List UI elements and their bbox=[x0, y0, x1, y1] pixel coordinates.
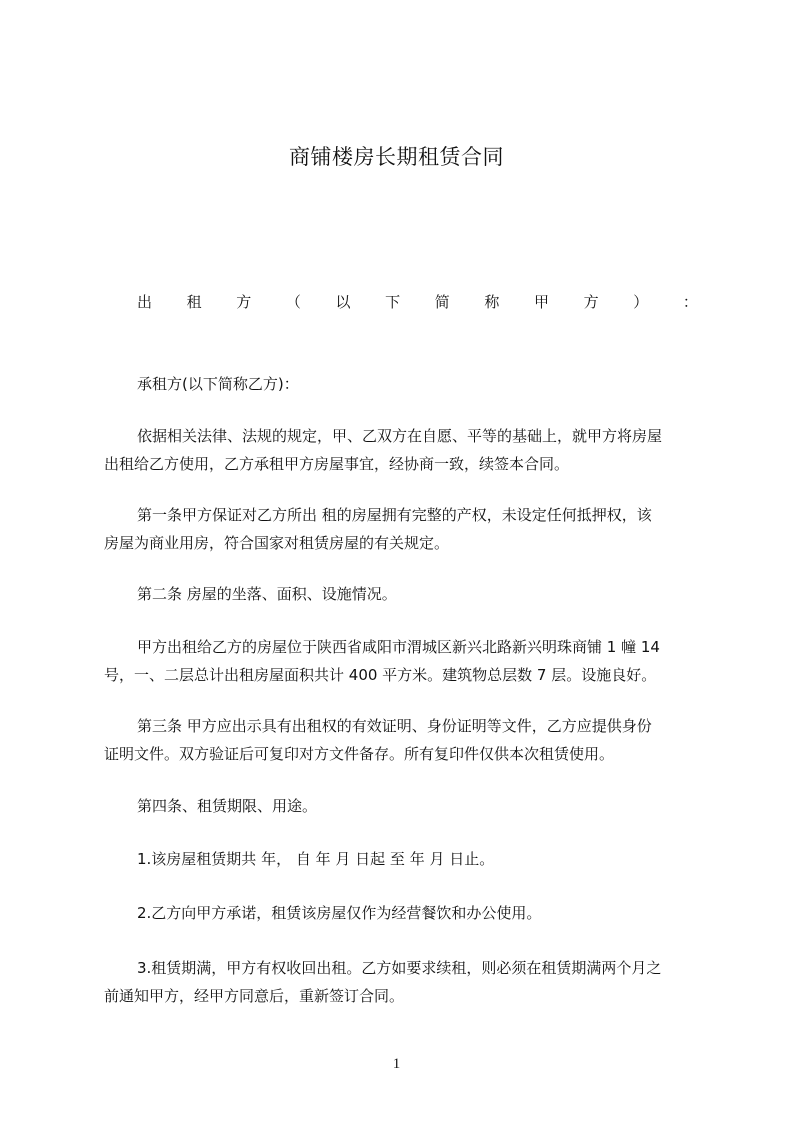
lessor-char: 方 bbox=[583, 293, 599, 311]
lessor-char: 租 bbox=[186, 293, 202, 311]
lessor-line bbox=[137, 290, 698, 314]
article-3-line-1: 第三条 甲方应出示具有出租权的有效证明、身份证明等文件，乙方应提供身份 bbox=[137, 717, 652, 735]
article-4-item-2-text: 2.乙方向甲方承诺，租赁该房屋仅作为经营餐饮和办公使用。 bbox=[137, 904, 542, 922]
lessor-char: 出 bbox=[137, 293, 153, 311]
intro-paragraph bbox=[104, 422, 705, 478]
article-2-heading-text: 第二条 房屋的坐落、面积、设施情况。 bbox=[137, 585, 397, 603]
lessee-line bbox=[104, 370, 705, 398]
article-1-paragraph bbox=[104, 501, 705, 557]
lessor-char: （ bbox=[285, 293, 301, 311]
article-2-heading bbox=[104, 580, 705, 608]
article-4-item-3-line-2: 前通知甲方，经甲方同意后，重新签订合同。 bbox=[104, 987, 405, 1005]
lessor-char: ） bbox=[633, 293, 649, 311]
article-2-line-1: 甲方出租给乙方的房屋位于陕西省咸阳市渭城区新兴北路新兴明珠商铺 1 幢 14 bbox=[137, 638, 660, 656]
lessor-char: 简 bbox=[434, 293, 450, 311]
article-4-heading-text: 第四条、租赁期限、用途。 bbox=[137, 797, 318, 815]
article-2-body bbox=[104, 633, 705, 689]
article-3-paragraph bbox=[104, 712, 705, 768]
lessee-text: 承租方(以下简称乙方)： bbox=[137, 375, 299, 393]
intro-line-2: 出租给乙方使用，乙方承租甲方房屋事宜，经协商一致，续签本合同。 bbox=[104, 455, 570, 473]
article-4-item-2 bbox=[104, 899, 705, 927]
article-4-item-1 bbox=[104, 845, 705, 873]
lessor-char: 称 bbox=[484, 293, 500, 311]
lessor-char: 方 bbox=[236, 293, 252, 311]
article-4-item-3 bbox=[104, 954, 705, 1010]
article-4-item-3-line-1: 3.租赁期满，甲方有权收回出租。乙方如要求续租，则必须在租赁期满两个月之 bbox=[137, 959, 662, 977]
document-title: 商铺楼房长期租赁合同 bbox=[289, 145, 504, 169]
lessor-char: 以 bbox=[335, 293, 351, 311]
article-2-line-2: 号，一、二层总计出租房屋面积共计 400 平方米。建筑物总层数 7 层。设施良好。 bbox=[104, 666, 657, 684]
lessor-char: ： bbox=[682, 293, 698, 311]
article-3-line-2: 证明文件。双方验证后可复印对方文件备存。所有复印件仅供本次租赁使用。 bbox=[104, 745, 615, 763]
lessor-char: 下 bbox=[385, 293, 401, 311]
article-1-line-2: 房屋为商业用房，符合国家对租赁房屋的有关规定。 bbox=[104, 534, 450, 552]
intro-line-1: 依据相关法律、法规的规定，甲、乙双方在自愿、平等的基础上，就甲方将房屋 bbox=[137, 427, 663, 445]
article-4-item-1-text: 1.该房屋租赁期共 年， 自 年 月 日起 至 年 月 日止。 bbox=[137, 850, 495, 868]
article-4-heading bbox=[104, 792, 705, 820]
lessor-char: 甲 bbox=[534, 293, 550, 311]
article-1-line-1: 第一条甲方保证对乙方所出 租的房屋拥有完整的产权，未设定任何抵押权，该 bbox=[137, 506, 652, 524]
page-number: 1 bbox=[392, 1056, 401, 1072]
